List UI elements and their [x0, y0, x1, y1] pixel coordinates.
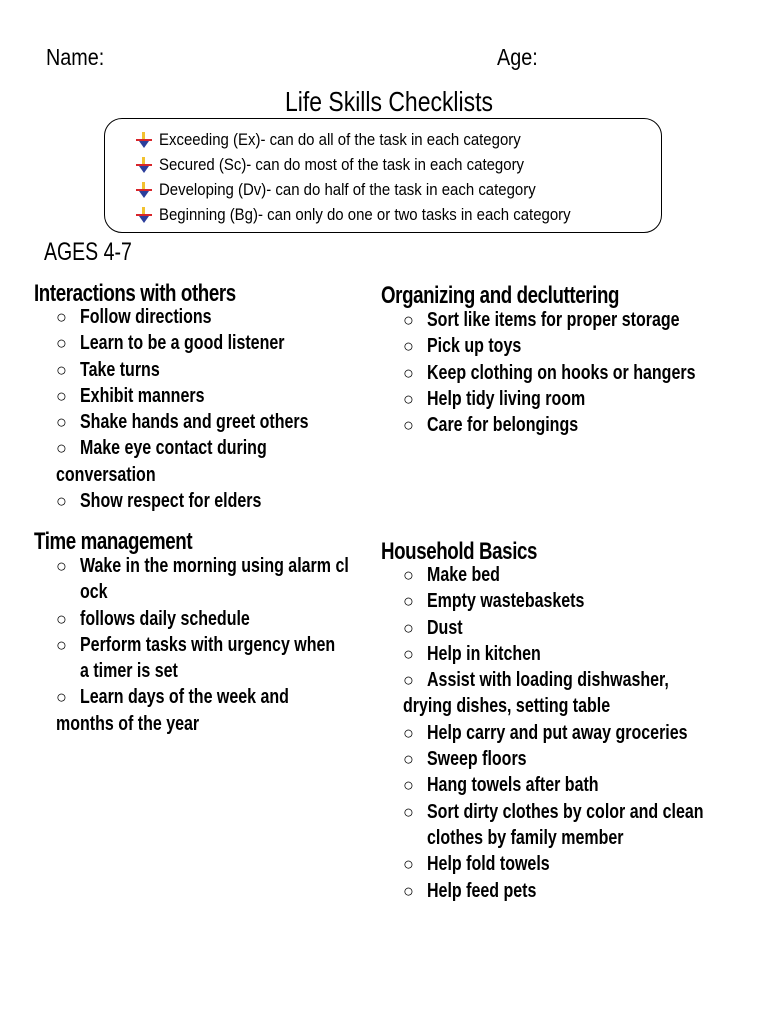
bullet-icon: ○ — [403, 670, 414, 691]
arrow-down-icon — [135, 206, 153, 224]
list-item: ○ follows daily schedule — [56, 606, 376, 632]
list-item: ○ Sweep floors — [403, 746, 748, 772]
list-item: ○ Sort like items for proper storage — [403, 307, 743, 333]
bullet-icon: ○ — [403, 854, 414, 875]
legend-item-exceeding — [135, 128, 570, 152]
list-item: ○ Dust — [403, 615, 748, 641]
list-item: ○ Show respect for elders — [56, 488, 376, 514]
list-item: ○ Wake in the morning using alarm cl — [56, 553, 376, 579]
bullet-icon: ○ — [403, 749, 414, 770]
bullet-icon: ○ — [56, 412, 67, 433]
legend-text: Exceeding (Ex)- can do all of the task in each category — [159, 130, 521, 149]
bullet-icon: ○ — [56, 687, 67, 708]
bullet-icon: ○ — [403, 801, 414, 822]
bullet-icon: ○ — [56, 333, 67, 354]
list-item: ○ Make bed — [403, 562, 748, 588]
bullet-icon: ○ — [403, 336, 414, 357]
list-item: ○ Keep clothing on hooks or hangers — [403, 360, 743, 386]
heading-time-management: Time management — [34, 528, 193, 555]
list-item: ○ Exhibit manners — [56, 383, 376, 409]
bullet-icon: ○ — [403, 643, 414, 664]
bullet-icon: ○ — [56, 385, 67, 406]
ages-label: AGES 4-7 — [44, 238, 132, 266]
bullet-icon: ○ — [403, 362, 414, 383]
heading-household-basics: Household Basics — [381, 538, 538, 565]
list-item: ○ Help carry and put away groceries — [403, 720, 748, 746]
list-interactions — [56, 304, 376, 514]
list-item: ○ Shake hands and greet others — [56, 409, 376, 435]
bullet-icon: ○ — [56, 556, 67, 576]
arrow-down-icon — [135, 181, 153, 199]
list-item-continuation: conversation — [56, 463, 156, 486]
list-item: ○ Help in kitchen — [403, 641, 748, 667]
list-item: ○ Help feed pets — [403, 878, 748, 904]
bullet-icon: ○ — [403, 415, 414, 436]
list-item: ○ Make eye contact during — [56, 435, 376, 461]
legend-text: Developing (Dv)- can do half of the task in each category — [159, 180, 536, 199]
list-item-continuation: clothes by family member — [427, 826, 624, 849]
list-item: ○ Pick up toys — [403, 333, 743, 359]
legend-box — [104, 118, 662, 233]
list-item: ○ Hang towels after bath — [403, 772, 748, 798]
legend-item-secured — [135, 153, 574, 177]
list-item: ○ Help fold towels — [403, 851, 748, 877]
list-household-basics — [403, 562, 748, 904]
arrow-down-icon — [135, 156, 153, 174]
bullet-icon: ○ — [403, 722, 414, 743]
list-item-continuation: months of the year — [56, 712, 200, 735]
bullet-icon: ○ — [403, 565, 414, 585]
list-item: ○ Perform tasks with urgency when — [56, 632, 376, 658]
name-label: Name: — [46, 44, 105, 70]
bullet-icon: ○ — [56, 634, 67, 655]
age-label: Age: — [497, 44, 538, 70]
bullet-icon: ○ — [56, 491, 67, 512]
bullet-icon: ○ — [56, 608, 67, 629]
legend-text: Secured (Sc)- can do most of the task in each category — [159, 155, 525, 174]
legend-item-developing — [135, 178, 587, 202]
list-item: ○ Assist with loading dishwasher, — [403, 667, 748, 693]
list-organizing — [403, 307, 743, 438]
bullet-icon: ○ — [403, 775, 414, 796]
list-item: ○ Empty wastebaskets — [403, 588, 748, 614]
list-item: ○ Follow directions — [56, 304, 376, 330]
bullet-icon: ○ — [403, 310, 414, 330]
legend-item-beginning — [135, 203, 627, 227]
bullet-icon: ○ — [56, 359, 67, 380]
arrow-down-icon — [135, 131, 153, 149]
heading-interactions: Interactions with others — [34, 280, 236, 307]
bullet-icon: ○ — [56, 307, 67, 327]
list-item: ○ Take turns — [56, 357, 376, 383]
list-item: ○ Sort dirty clothes by color and clean — [403, 799, 748, 825]
bullet-icon: ○ — [56, 438, 67, 459]
list-item: ○ Learn days of the week and — [56, 684, 376, 710]
list-item: ○ Help tidy living room — [403, 386, 743, 412]
bullet-icon: ○ — [403, 880, 414, 901]
bullet-icon: ○ — [403, 388, 414, 409]
list-item: ○ Learn to be a good listener — [56, 330, 376, 356]
heading-organizing: Organizing and decluttering — [381, 282, 620, 309]
page-title: Life Skills Checklists — [285, 86, 493, 117]
list-item-continuation: a timer is set — [80, 660, 178, 683]
list-item-continuation: ock — [80, 581, 108, 604]
legend-text: Beginning (Bg)- can only do one or two tasks in each category — [159, 205, 571, 224]
list-item-continuation: drying dishes, setting table — [403, 695, 611, 718]
list-item: ○ Care for belongings — [403, 412, 743, 438]
list-time-management — [56, 553, 376, 737]
bullet-icon: ○ — [403, 617, 414, 638]
bullet-icon: ○ — [403, 591, 414, 612]
